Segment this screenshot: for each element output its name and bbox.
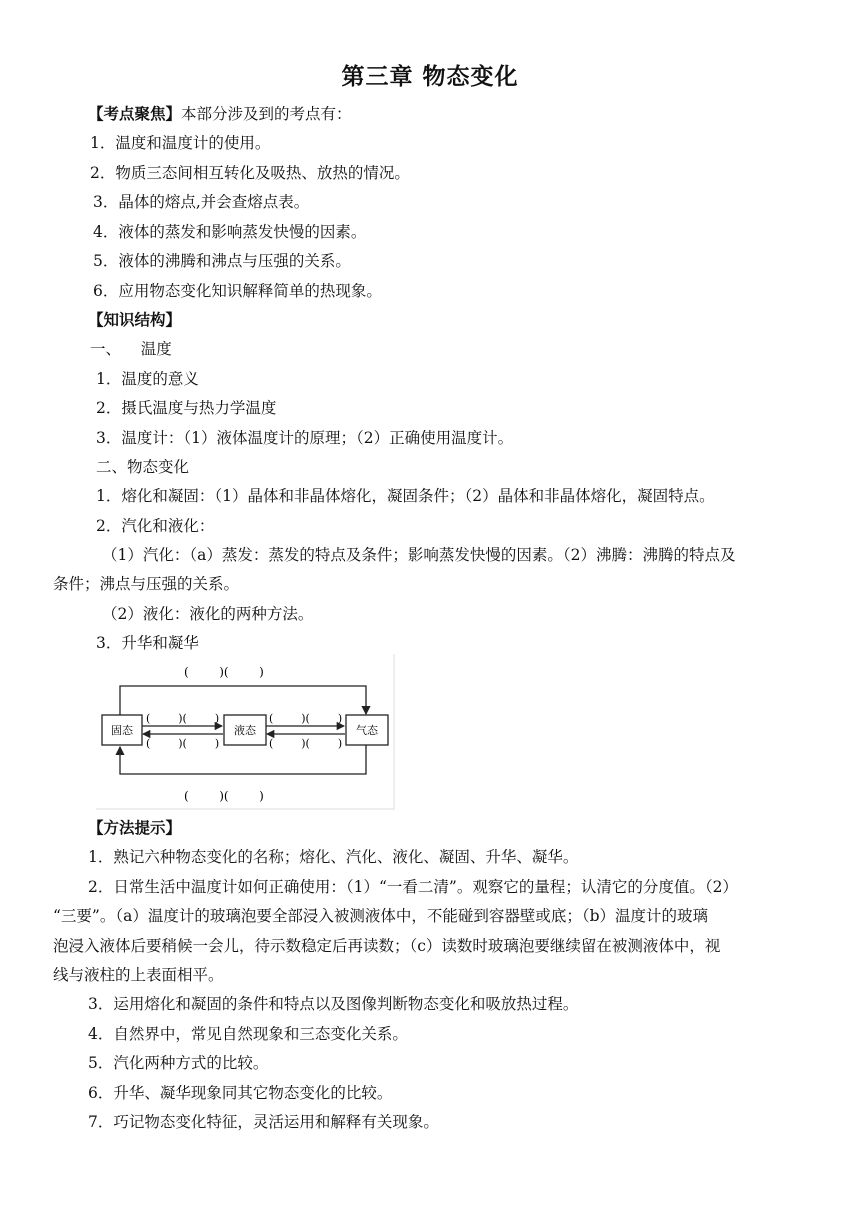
section-2-item-1: 1．熔化和凝固：（1）晶体和非晶体熔化，凝固条件；（2）晶体和非晶体熔化，凝固特点。 bbox=[96, 487, 715, 505]
vaporization-line-2: 条件；沸点与压强的关系。 bbox=[53, 575, 240, 593]
blank-vaporization: ( )( ) bbox=[269, 712, 343, 725]
focus-item-3: 3．晶体的熔点,并会查熔点表。 bbox=[93, 193, 310, 211]
blank-melting: ( )( ) bbox=[146, 712, 220, 725]
liquefaction-line: （2）液化：液化的两种方法。 bbox=[102, 605, 314, 623]
focus-item-1: 1．温度和温度计的使用。 bbox=[90, 134, 271, 152]
blank-solidification: ( )( ) bbox=[146, 737, 220, 750]
solid-label: 固态 bbox=[111, 724, 133, 737]
focus-item-4: 4．液体的蒸发和影响蒸发快慢的因素。 bbox=[93, 223, 367, 241]
method-item-1: 1．熟记六种物态变化的名称；熔化、汽化、液化、凝固、升华、凝华。 bbox=[88, 848, 579, 866]
section-1-item-1: 1．温度的意义 bbox=[96, 370, 199, 388]
gas-label: 气态 bbox=[356, 724, 378, 737]
section-2-item-3: 3．升华和凝华 bbox=[96, 634, 199, 652]
method-item-7: 7．巧记物态变化特征，灵活运用和解释有关现象。 bbox=[88, 1113, 439, 1131]
blank-bottom: ( )( ) bbox=[184, 789, 264, 803]
method-item-5: 5．汽化两种方式的比较。 bbox=[88, 1054, 269, 1072]
focus-item-6: 6．应用物态变化知识解释简单的热现象。 bbox=[93, 282, 382, 300]
blank-liquefaction: ( )( ) bbox=[269, 737, 343, 750]
section-1-item-2: 2．摄氏温度与热力学温度 bbox=[96, 399, 277, 417]
section-2-item-2: 2．汽化和液化： bbox=[96, 517, 215, 535]
method-item-2-line-3: 泡浸入液体后要稍候一会儿，待示数稳定后再读数；（c）读数时玻璃泡要继续留在被测液体中，视 bbox=[53, 937, 721, 955]
page-title: 第三章 物态变化 bbox=[341, 64, 519, 90]
method-heading: 【方法提示】 bbox=[88, 819, 182, 837]
vaporization-line-1: （1）汽化：（a）蒸发：蒸发的特点及条件；影响蒸发快慢的因素。（2）沸腾：沸腾的特点及 bbox=[102, 546, 736, 564]
focus-item-2: 2．物质三态间相互转化及吸热、放热的情况。 bbox=[90, 164, 410, 182]
method-item-2-line-4: 线与液柱的上表面相平。 bbox=[53, 966, 224, 984]
focus-item-5: 5．液体的沸腾和沸点与压强的关系。 bbox=[93, 252, 351, 270]
section-2-title: 二、物态变化 bbox=[96, 458, 190, 476]
focus-intro: 本部分涉及到的考点有： bbox=[181, 105, 352, 123]
method-item-6: 6．升华、凝华现象同其它物态变化的比较。 bbox=[88, 1084, 393, 1102]
method-item-3: 3．运用熔化和凝固的条件和特点以及图像判断物态变化和吸放热过程。 bbox=[88, 995, 579, 1013]
focus-line bbox=[88, 104, 352, 124]
state-change-diagram bbox=[96, 654, 396, 810]
structure-heading: 【知识结构】 bbox=[88, 311, 182, 329]
focus-heading: 【考点聚焦】 bbox=[88, 105, 182, 123]
section-1-item-3: 3．温度计：（1）液体温度计的原理；（2）正确使用温度计。 bbox=[96, 429, 514, 447]
method-item-2-line-2: “三要”。（a）温度计的玻璃泡要全部浸入被测液体中，不能碰到容器壁或底；（b）温度计的玻璃 bbox=[53, 907, 709, 925]
method-item-2-line-1: 2．日常生活中温度计如何正确使用：（1）“一看二清”。观察它的量程；认清它的分度值。（2） bbox=[88, 878, 738, 896]
liquid-label: 液态 bbox=[234, 724, 256, 737]
section-1-title: 一、 温度 bbox=[90, 340, 172, 358]
blank-top: ( )( ) bbox=[184, 665, 264, 679]
method-item-4: 4．自然界中，常见自然现象和三态变化关系。 bbox=[88, 1025, 408, 1043]
